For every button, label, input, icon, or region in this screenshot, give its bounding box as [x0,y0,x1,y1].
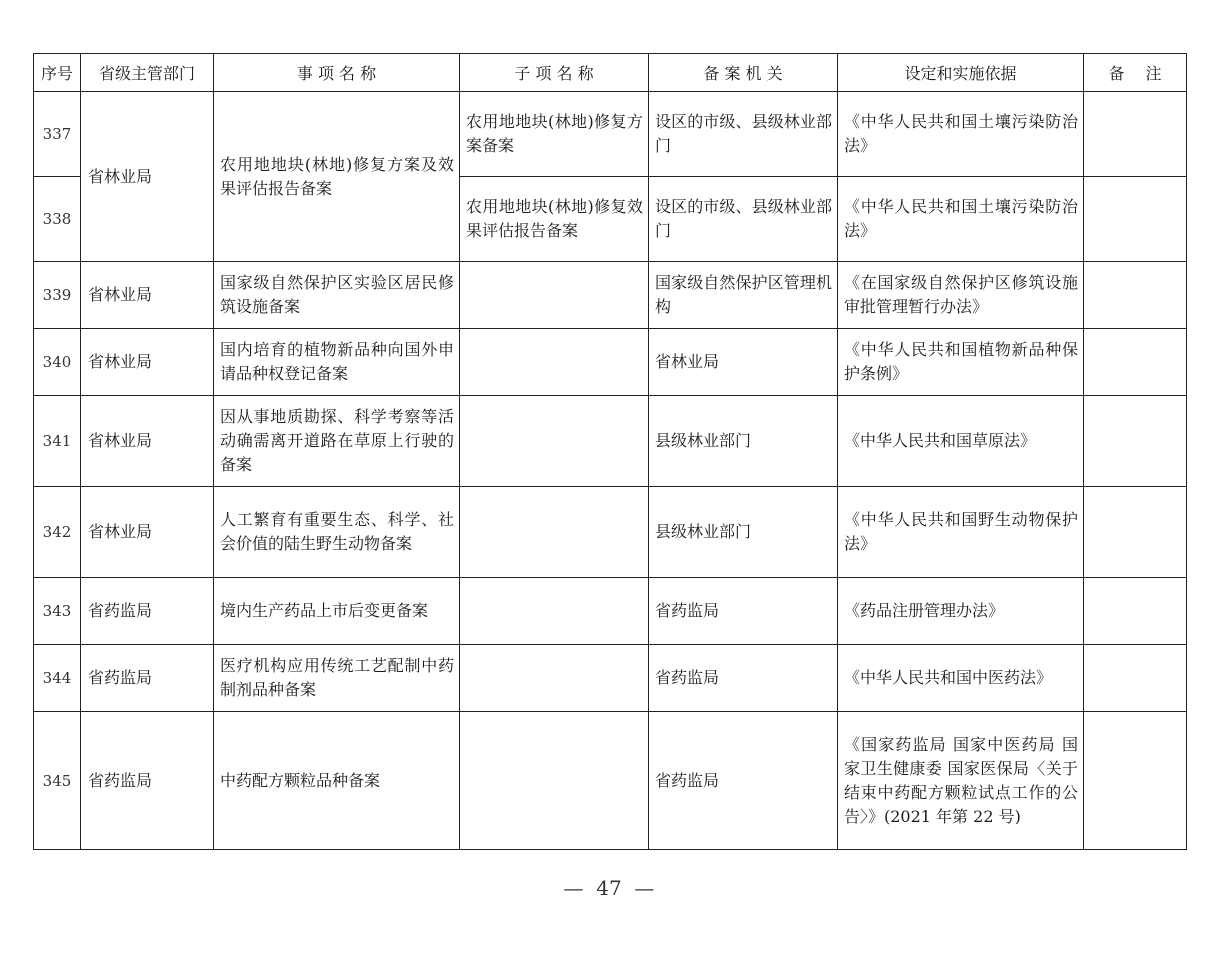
table-row [34,645,1187,712]
row-number: 341 [34,396,81,487]
department-cell: 省药监局 [81,712,214,850]
department-cell: 省林业局 [81,396,214,487]
row-number: 340 [34,329,81,396]
row-number: 339 [34,262,81,329]
item-name-cell: 国家级自然保护区实验区居民修筑设施备案 [214,262,460,329]
sub-item-cell [460,396,649,487]
basis-cell: 《中华人民共和国土壤污染防治法》 [838,92,1084,177]
note-cell [1084,645,1187,712]
department-cell: 省药监局 [81,645,214,712]
filing-org-cell: 省药监局 [649,645,838,712]
filing-org-cell: 省药监局 [649,578,838,645]
note-cell [1084,329,1187,396]
table-row [34,92,1187,177]
basis-cell: 《中华人民共和国野生动物保护法》 [838,487,1084,578]
item-name-cell: 农用地地块(林地)修复方案及效果评估报告备案 [214,92,460,262]
note-cell [1084,92,1187,177]
sub-item-cell [460,712,649,850]
table-row [34,578,1187,645]
department-cell: 省林业局 [81,329,214,396]
basis-cell: 《国家药监局 国家中医药局 国家卫生健康委 国家医保局〈关于结束中药配方颗粒试点工作的公告〉》(2021 年第 22 号) [838,712,1084,850]
record-table [33,53,1187,850]
filing-org-cell: 县级林业部门 [649,396,838,487]
department-cell: 省林业局 [81,262,214,329]
filing-org-cell: 设区的市级、县级林业部门 [649,177,838,262]
table-row [34,712,1187,850]
item-name-cell: 医疗机构应用传统工艺配制中药制剂品种备案 [214,645,460,712]
basis-cell: 《在国家级自然保护区修筑设施审批管理暂行办法》 [838,262,1084,329]
note-cell [1084,487,1187,578]
header-cell: 子 项 名 称 [460,54,649,92]
filing-org-cell: 设区的市级、县级林业部门 [649,92,838,177]
item-name-cell: 因从事地质勘探、科学考察等活动确需离开道路在草原上行驶的备案 [214,396,460,487]
header-cell: 设定和实施依据 [838,54,1084,92]
note-cell [1084,177,1187,262]
sub-item-cell [460,487,649,578]
basis-cell: 《中华人民共和国草原法》 [838,396,1084,487]
item-name-cell: 中药配方颗粒品种备案 [214,712,460,850]
sub-item-cell [460,329,649,396]
row-number: 345 [34,712,81,850]
sub-item-cell: 农用地地块(林地)修复效果评估报告备案 [460,177,649,262]
table-row [34,487,1187,578]
header-cell: 序号 [34,54,81,92]
sub-item-cell [460,262,649,329]
row-number: 338 [34,177,81,262]
item-name-cell: 境内生产药品上市后变更备案 [214,578,460,645]
header-cell: 省级主管部门 [81,54,214,92]
note-cell [1084,578,1187,645]
filing-org-cell: 县级林业部门 [649,487,838,578]
note-cell [1084,262,1187,329]
filing-org-cell: 省药监局 [649,712,838,850]
basis-cell: 《药品注册管理办法》 [838,578,1084,645]
department-cell: 省林业局 [81,487,214,578]
note-cell [1084,396,1187,487]
sub-item-cell: 农用地地块(林地)修复方案备案 [460,92,649,177]
row-number: 337 [34,92,81,177]
item-name-cell: 人工繁育有重要生态、科学、社会价值的陆生野生动物备案 [214,487,460,578]
filing-org-cell: 国家级自然保护区管理机构 [649,262,838,329]
header-row [34,54,1187,92]
row-number: 342 [34,487,81,578]
row-number: 343 [34,578,81,645]
department-cell: 省林业局 [81,92,214,262]
basis-cell: 《中华人民共和国土壤污染防治法》 [838,177,1084,262]
header-cell: 备 注 [1084,54,1187,92]
row-number: 344 [34,645,81,712]
header-cell: 事 项 名 称 [214,54,460,92]
department-cell: 省药监局 [81,578,214,645]
header-cell: 备 案 机 关 [649,54,838,92]
table-row [34,329,1187,396]
sub-item-cell [460,578,649,645]
page-number: — 47 — [563,876,655,900]
table-row [34,396,1187,487]
filing-org-cell: 省林业局 [649,329,838,396]
item-name-cell: 国内培育的植物新品种向国外申请品种权登记备案 [214,329,460,396]
basis-cell: 《中华人民共和国植物新品种保护条例》 [838,329,1084,396]
basis-cell: 《中华人民共和国中医药法》 [838,645,1084,712]
table-row [34,262,1187,329]
note-cell [1084,712,1187,850]
sub-item-cell [460,645,649,712]
